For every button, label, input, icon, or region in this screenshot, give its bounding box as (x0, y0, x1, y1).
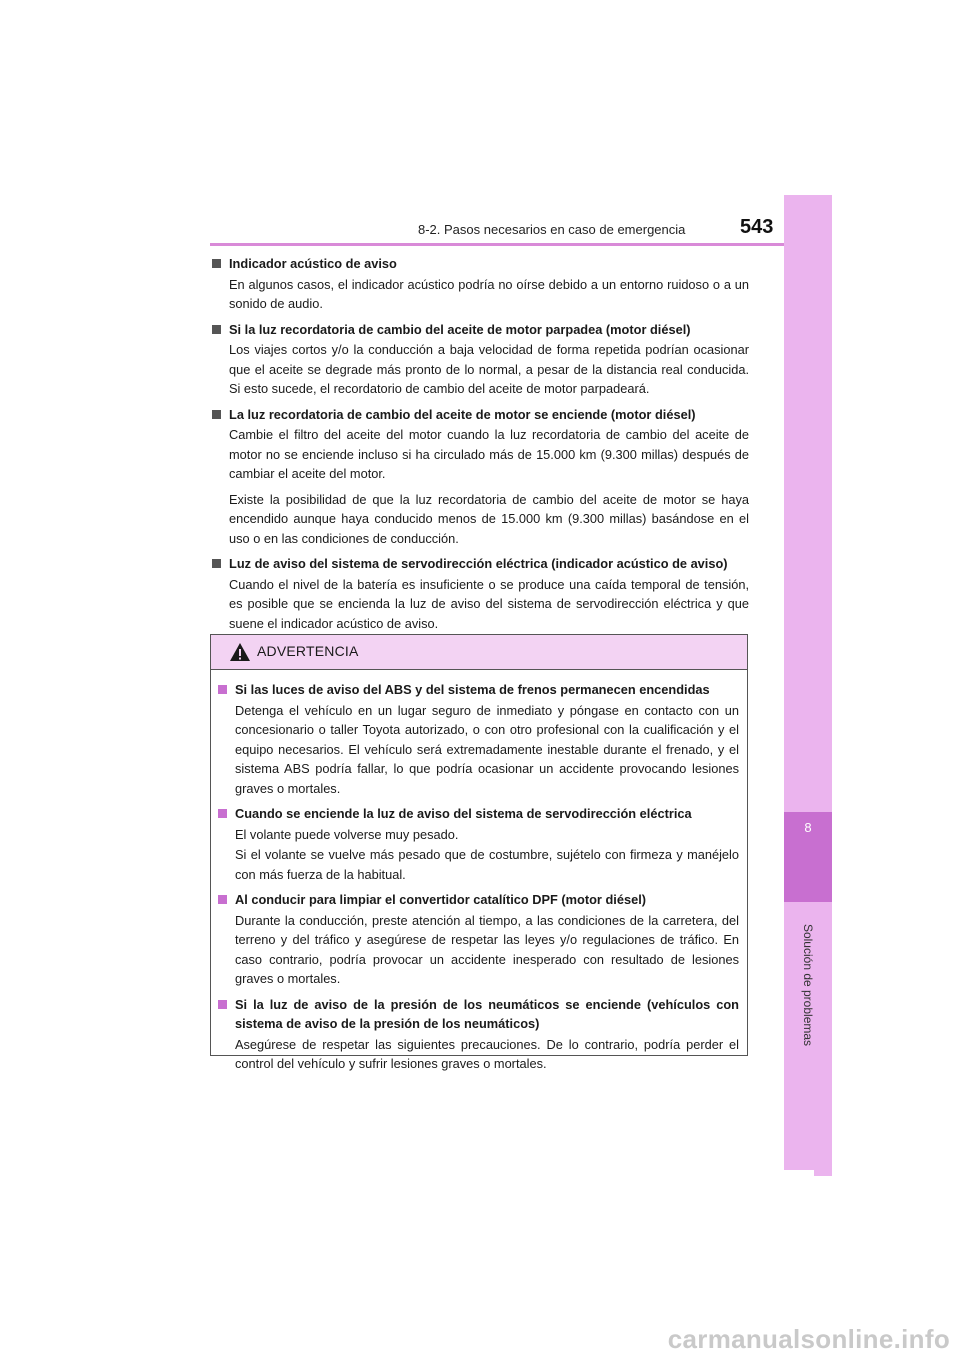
warning-box (210, 634, 748, 1071)
warning-item-heading (217, 804, 739, 824)
item-heading (211, 320, 749, 340)
warning-item-heading-text: Al conducir para limpiar el convertidor catalítico DPF (motor diésel) (235, 892, 647, 907)
item-heading-text: Luz de aviso del sistema de servodirección eléctrica (indicador acústico de aviso) (229, 556, 728, 571)
square-bullet-icon (212, 325, 221, 334)
warning-item (217, 890, 739, 989)
item-paragraph: Cuando el nivel de la batería es insuficiente o se produce una caída temporal de tensión, es posible que se encienda la luz de aviso del sistema de servodirección eléctrica y que suene el indicador acústico de aviso. (229, 576, 749, 631)
square-bullet-icon (212, 559, 221, 568)
warning-item-paragraph: Durante la conducción, preste atención al tiempo, a las condiciones de la carretera, del terreno y del tráfico y asegúrese de respetar las leyes y/o regulaciones de tráfico. En caso contrario, podría provocar un accidente inesperado con resultado de lesiones graves o mortales. (235, 912, 739, 986)
item-heading (211, 554, 749, 574)
chapter-number: 8 (804, 820, 812, 835)
warning-item (217, 680, 739, 798)
warning-item-paragraph: El volante puede volverse muy pesado. (235, 826, 459, 842)
warning-item (217, 995, 739, 1074)
section-item (211, 554, 749, 633)
warning-item-heading-text: Si las luces de aviso del ABS y del sistema de frenos permanecen encendidas (235, 682, 710, 697)
warning-item-heading-text: Si la luz de aviso de la presión de los neumáticos se enciende (vehículos con sistema de aviso de la presión de los neumáticos) (235, 996, 739, 1031)
warning-body (211, 670, 747, 1074)
warning-item-heading (217, 680, 739, 700)
warning-item-paragraph: Si el volante se vuelve más pesado que de costumbre, sujételo con firmeza y manéjelo con más fuerza de la habitual. (235, 847, 739, 882)
square-bullet-icon (218, 895, 227, 904)
warning-item-paragraph: Asegúrese de respetar las siguientes precauciones. De lo contrario, podría perder el control del vehículo y sufrir lesiones graves o mortales. (235, 1036, 739, 1071)
item-paragraph: Existe la posibilidad de que la luz recordatoria de cambio del aceite de motor se haya encendido aunque haya conducido menos de 15.000 km (9.300 millas) basándose en el uso o en las condiciones de conducción. (229, 491, 749, 546)
warning-item-heading-text: Cuando se enciende la luz de aviso del sistema de servodirección eléctrica (235, 806, 692, 821)
section-item (211, 254, 749, 314)
section-item (211, 405, 749, 549)
watermark-text: carmanualsonline.info (667, 1324, 950, 1354)
page-number: 543 (740, 216, 774, 238)
item-heading (211, 254, 749, 274)
item-paragraph: Los viajes cortos y/o la conducción a baja velocidad de forma repetida podrían ocasionar que el aceite se degrade más pronto de lo normal, a pesar de la distancia real conducida. Si esto sucede, el recordatorio de cambio del aceite de motor parpadeará. (229, 342, 749, 396)
chapter-title: Solución de problemas (801, 923, 815, 1047)
section-title: 8-2. Pasos necesarios en caso de emergencia (418, 222, 686, 237)
square-bullet-icon (218, 809, 227, 818)
item-heading-text: Si la luz recordatoria de cambio del aceite de motor parpadea (motor diésel) (229, 321, 691, 337)
warning-item (217, 804, 739, 884)
warning-item-heading (217, 890, 739, 910)
side-tab-foot (814, 1170, 832, 1176)
square-bullet-icon (212, 259, 221, 268)
item-paragraph: Cambie el filtro del aceite del motor cuando la luz recordatoria de cambio del aceite de motor no se enciende incluso si ha circulado más de 15.000 km (9.300 millas) después de cambiar el aceite del motor. (229, 427, 749, 481)
warning-item-heading (217, 995, 739, 1034)
warning-item-paragraph: Detenga el vehículo en un lugar seguro de inmediato y póngase en contacto con un concesionario o taller Toyota autorizado, o con otro profesional con la cualificación y el equipo necesarios. El vehículo será extremadamente inestable durante el frenado, y el sistema ABS podría fallar, lo que podría ocasionar un accidente provocando lesiones graves o mortales. (235, 702, 739, 796)
item-heading-text: La luz recordatoria de cambio del aceite de motor se enciende (motor diésel) (229, 406, 696, 422)
header-divider (210, 243, 832, 246)
warning-header (211, 635, 747, 670)
item-paragraph: En algunos casos, el indicador acústico podría no oírse debido a un entorno ruidoso o a un sonido de audio. (229, 276, 749, 311)
square-bullet-icon (218, 1000, 227, 1009)
main-content (211, 254, 749, 639)
square-bullet-icon (218, 685, 227, 694)
square-bullet-icon (212, 410, 221, 419)
warning-title: ADVERTENCIA (257, 643, 359, 659)
item-heading (211, 405, 749, 425)
watermark-bar (0, 1320, 960, 1358)
item-heading-text: Indicador acústico de aviso (229, 256, 397, 271)
section-item (211, 320, 749, 399)
warning-triangle-icon (229, 642, 251, 662)
